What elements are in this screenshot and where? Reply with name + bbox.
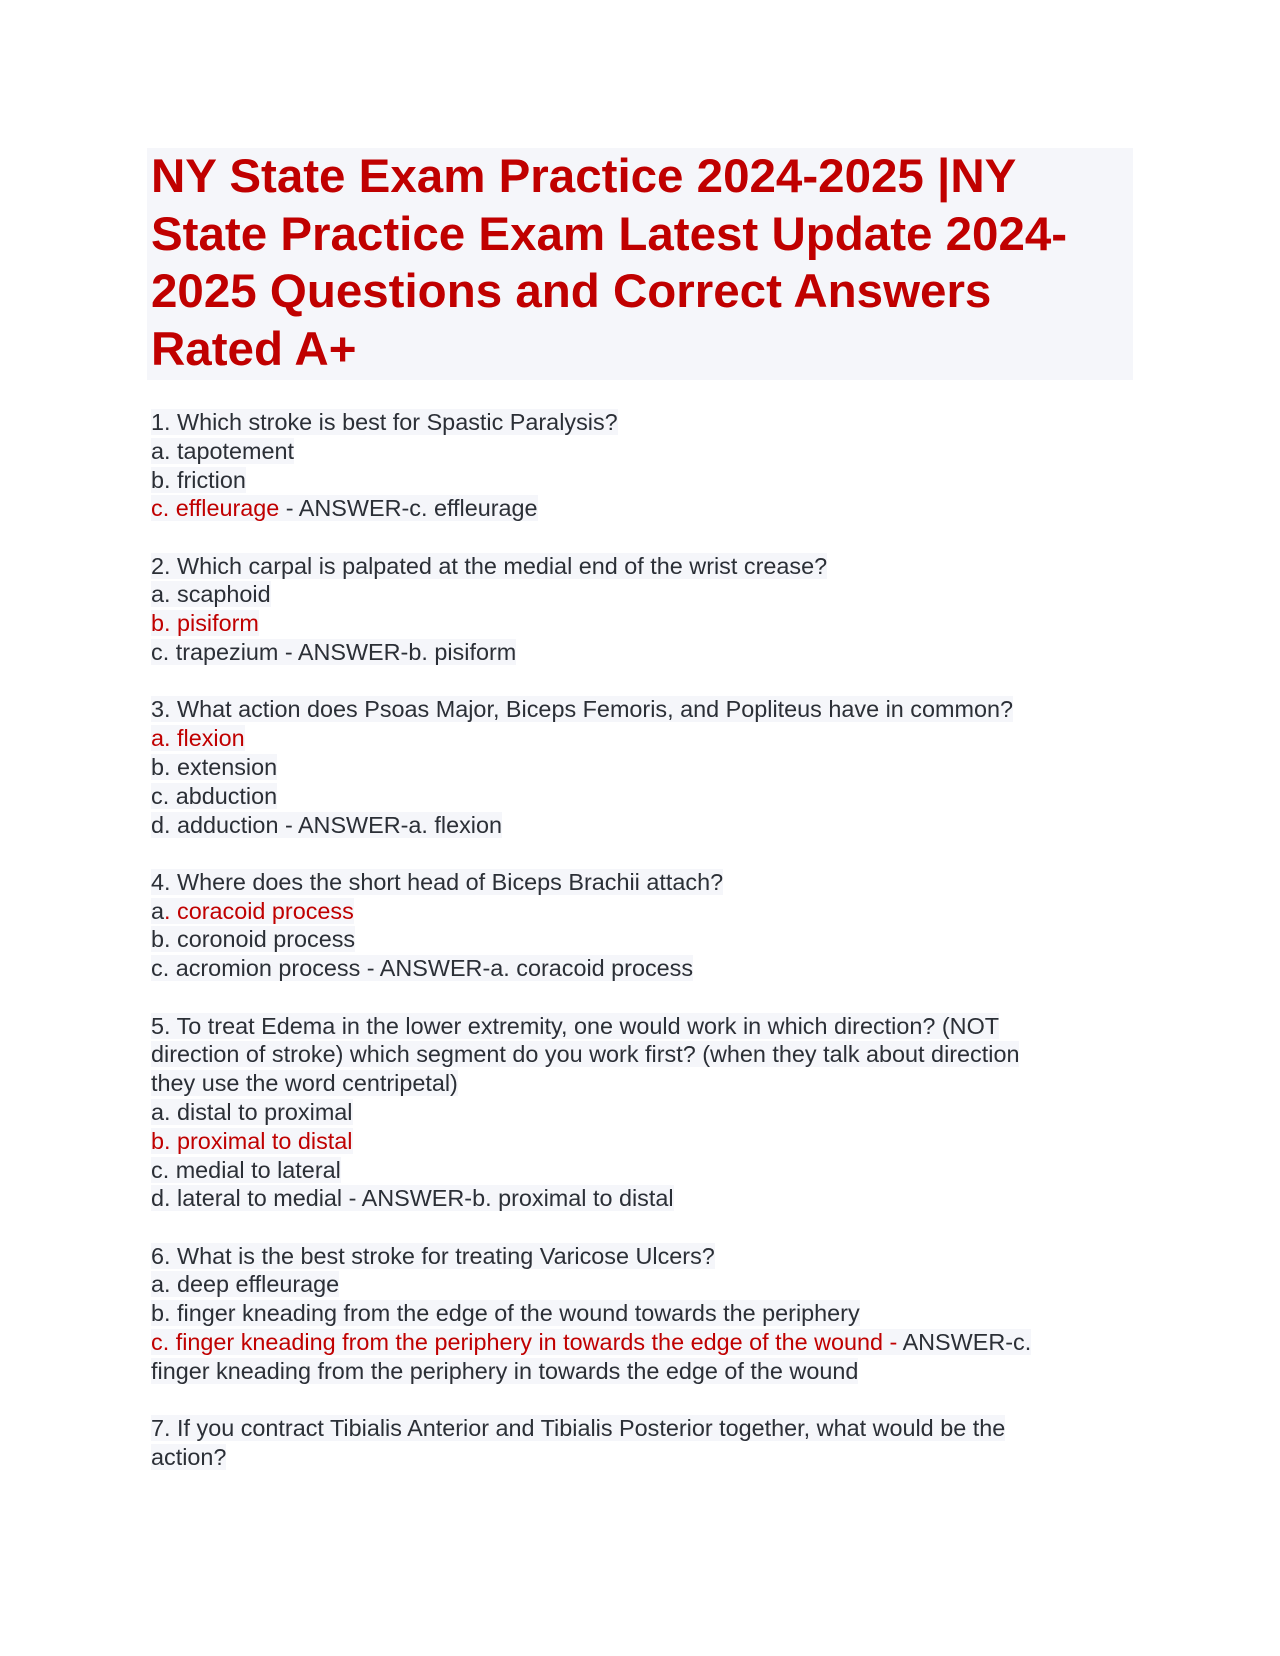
option-c: c. abduction [151, 782, 278, 809]
correct-option-b: b. pisiform [151, 610, 259, 637]
question-text: 3. What action does Psoas Major, Biceps Femoris, and Popliteus have in common? [151, 696, 1013, 723]
option-a: a. tapotement [151, 437, 295, 464]
title-line: NY State Exam Practice 2024-2025 |NY [151, 150, 1017, 203]
question-text: they use the word centripetal) [151, 1070, 458, 1097]
option-d-answer: d. adduction - ANSWER-a. flexion [151, 811, 503, 838]
question-item [151, 695, 1131, 839]
question-text: action? [151, 1443, 227, 1470]
answer-text: finger kneading from the periphery in towards the edge of the wound [151, 1357, 859, 1384]
answer-text: ANSWER-c. [902, 1329, 1032, 1356]
title-line: Rated A+ [151, 322, 357, 376]
option-b: b. extension [151, 753, 278, 780]
question-item [151, 1414, 1131, 1472]
question-item [151, 1012, 1131, 1214]
option-a-prefix: a [151, 897, 165, 924]
question-text: 7. If you contract Tibialis Anterior and Tibialis Posterior together, what would be the [151, 1415, 1006, 1442]
document-title [151, 148, 1131, 378]
option-b: b. finger kneading from the edge of the wound towards the periphery [151, 1300, 860, 1327]
option-b: b. friction [151, 466, 246, 493]
question-text: 4. Where does the short head of Biceps Brachii attach? [151, 868, 724, 895]
correct-option-a: a. flexion [151, 725, 245, 752]
correct-option-b: b. proximal to distal [151, 1127, 353, 1154]
answer-text: - ANSWER-c. effleurage [279, 495, 538, 522]
title-block [147, 148, 1133, 380]
question-item [151, 868, 1131, 983]
option-a: a. distal to proximal [151, 1098, 353, 1125]
title-line: State Practice Exam Latest Update 2024- [151, 207, 1068, 261]
question-text: 5. To treat Edema in the lower extremity, one would work in which direction? (NOT [151, 1012, 1000, 1039]
option-c: c. medial to lateral [151, 1156, 341, 1183]
question-item [151, 1242, 1131, 1386]
option-b: b. coronoid process [151, 926, 356, 953]
correct-option-a: . coracoid process [164, 897, 354, 924]
question-text: 6. What is the best stroke for treating Varicose Ulcers? [151, 1242, 715, 1269]
question-item [151, 552, 1131, 667]
correct-option-c: c. effleurage [151, 495, 280, 522]
option-a: a. deep effleurage [151, 1271, 340, 1298]
option-c-answer: c. trapezium - ANSWER-b. pisiform [151, 639, 517, 666]
question-item [151, 408, 1131, 523]
question-text: 2. Which carpal is palpated at the medial end of the wrist crease? [151, 552, 828, 579]
correct-option-c: c. finger kneading from the periphery in towards the edge of the wound - [151, 1329, 903, 1356]
title-line: 2025 Questions and Correct Answers [151, 265, 992, 318]
question-text: direction of stroke) which segment do you work first? (when they talk about direction [151, 1041, 1020, 1068]
option-a: a. scaphoid [151, 581, 271, 608]
option-c-answer: c. acromion process - ANSWER-a. coracoid process [151, 955, 694, 982]
question-text: 1. Which stroke is best for Spastic Paralysis? [151, 409, 618, 435]
option-d-answer: d. lateral to medial - ANSWER-b. proximal to distal [151, 1185, 674, 1212]
question-list [151, 408, 1131, 1500]
